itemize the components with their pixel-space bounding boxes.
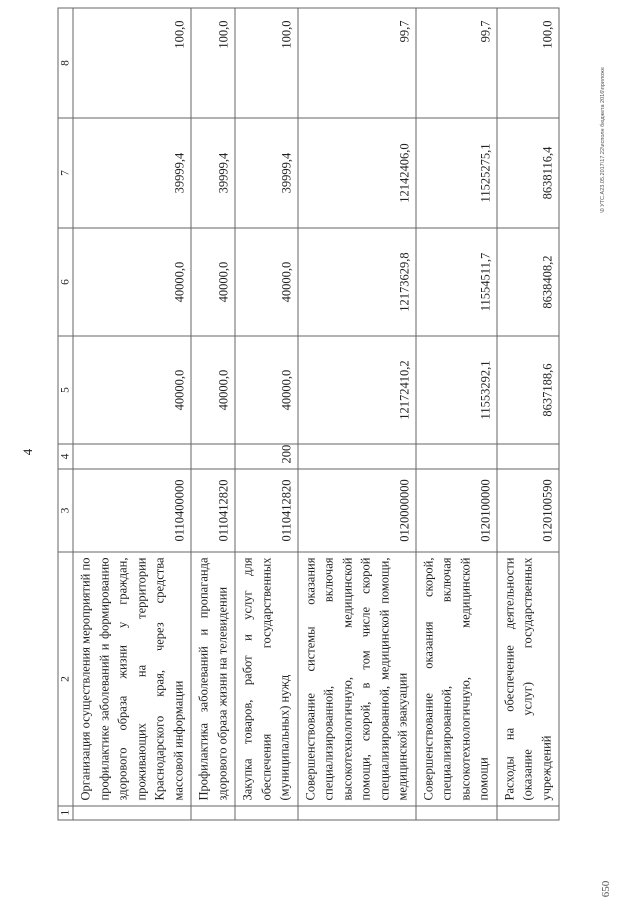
header-cell: 8 <box>58 8 73 118</box>
row-number-cell <box>191 806 235 820</box>
value-col5-cell: 40000,0 <box>235 336 298 444</box>
table-row <box>297 8 415 820</box>
value-col5-cell: 11553292,1 <box>415 336 496 444</box>
header-cell: 7 <box>58 118 73 228</box>
table-row <box>235 8 298 820</box>
value-col6-cell: 8638408,2 <box>496 228 559 336</box>
file-path-text: \0 УТС.А23.05.2017\17.22\исполн бюджета 2016\приложе <box>600 67 606 213</box>
value-col5-cell: 8637188,6 <box>496 336 559 444</box>
header-cell: 4 <box>58 444 73 469</box>
item-name-cell: Организация осуществления мероприятий по профилактике заболеваний и формированию здорового образа жизни у граждан, проживающих на территории Краснодарского края, через средства массовой информации <box>73 552 191 806</box>
value-col5-cell: 40000,0 <box>191 336 235 444</box>
sheet-number: 650 <box>600 880 612 898</box>
value-col7-cell: 39999,4 <box>73 118 191 228</box>
row-number-cell <box>235 806 298 820</box>
value-col5-cell: 40000,0 <box>73 336 191 444</box>
value-col7-cell: 39999,4 <box>191 118 235 228</box>
row-number-cell <box>297 806 415 820</box>
row-number-cell <box>415 806 496 820</box>
target-code-cell: 0120000000 <box>297 469 415 552</box>
value-col8-cell: 100,0 <box>191 8 235 118</box>
target-code-cell: 0110412820 <box>191 469 235 552</box>
expense-type-cell <box>73 444 191 469</box>
expense-type-cell <box>297 444 415 469</box>
expense-type-cell <box>496 444 559 469</box>
value-col8-cell: 100,0 <box>496 8 559 118</box>
expense-type-cell: 200 <box>235 444 298 469</box>
value-col6-cell: 40000,0 <box>235 228 298 336</box>
value-col7-cell: 8638116,4 <box>496 118 559 228</box>
value-col7-cell: 39999,4 <box>235 118 298 228</box>
value-col8-cell: 100,0 <box>235 8 298 118</box>
page-number: 4 <box>20 448 35 456</box>
expense-type-cell <box>191 444 235 469</box>
item-name-cell: Закупка товаров, работ и услуг для обеспечения государственных (муниципальных) нужд <box>235 552 298 806</box>
item-name-cell: Профилактика заболеваний и пропаганда здорового образа жизни на телевидении <box>191 552 235 806</box>
value-col8-cell: 100,0 <box>73 8 191 118</box>
value-col6-cell: 12173629,8 <box>297 228 415 336</box>
header-cell: 5 <box>58 336 73 444</box>
header-cell: 1 <box>58 806 73 820</box>
value-col7-cell: 12142406,0 <box>297 118 415 228</box>
expense-type-cell <box>415 444 496 469</box>
row-number-cell <box>496 806 559 820</box>
target-code-cell: 0110400000 <box>73 469 191 552</box>
item-name-cell: Расходы на обеспечение деятельности (оказание услуг) государственных учреждений <box>496 552 559 806</box>
header-cell: 3 <box>58 469 73 552</box>
table-row <box>496 8 559 820</box>
target-code-cell: 0120100590 <box>496 469 559 552</box>
header-cell: 6 <box>58 228 73 336</box>
row-number-cell <box>73 806 191 820</box>
value-col7-cell: 11525275,1 <box>415 118 496 228</box>
table-header-row <box>58 8 73 820</box>
value-col8-cell: 99,7 <box>415 8 496 118</box>
table-row <box>191 8 235 820</box>
value-col6-cell: 11554511,7 <box>415 228 496 336</box>
header-cell: 2 <box>58 552 73 806</box>
value-col5-cell: 12172410,2 <box>297 336 415 444</box>
item-name-cell: Совершенствование системы оказания специализированной, включая высокотехнологичную, медицинской помощи, скорой, в том числе скорой специализированной, медицинской помощи, медицинской эвакуации <box>297 552 415 806</box>
item-name-cell: Совершенствование оказания скорой, специализированной, включая высокотехнологичную, медицинской помощи <box>415 552 496 806</box>
table-row <box>73 8 191 820</box>
value-col6-cell: 40000,0 <box>73 228 191 336</box>
budget-table <box>57 7 559 820</box>
value-col6-cell: 40000,0 <box>191 228 235 336</box>
value-col8-cell: 99,7 <box>297 8 415 118</box>
target-code-cell: 0110412820 <box>235 469 298 552</box>
table-row <box>415 8 496 820</box>
target-code-cell: 0120100000 <box>415 469 496 552</box>
